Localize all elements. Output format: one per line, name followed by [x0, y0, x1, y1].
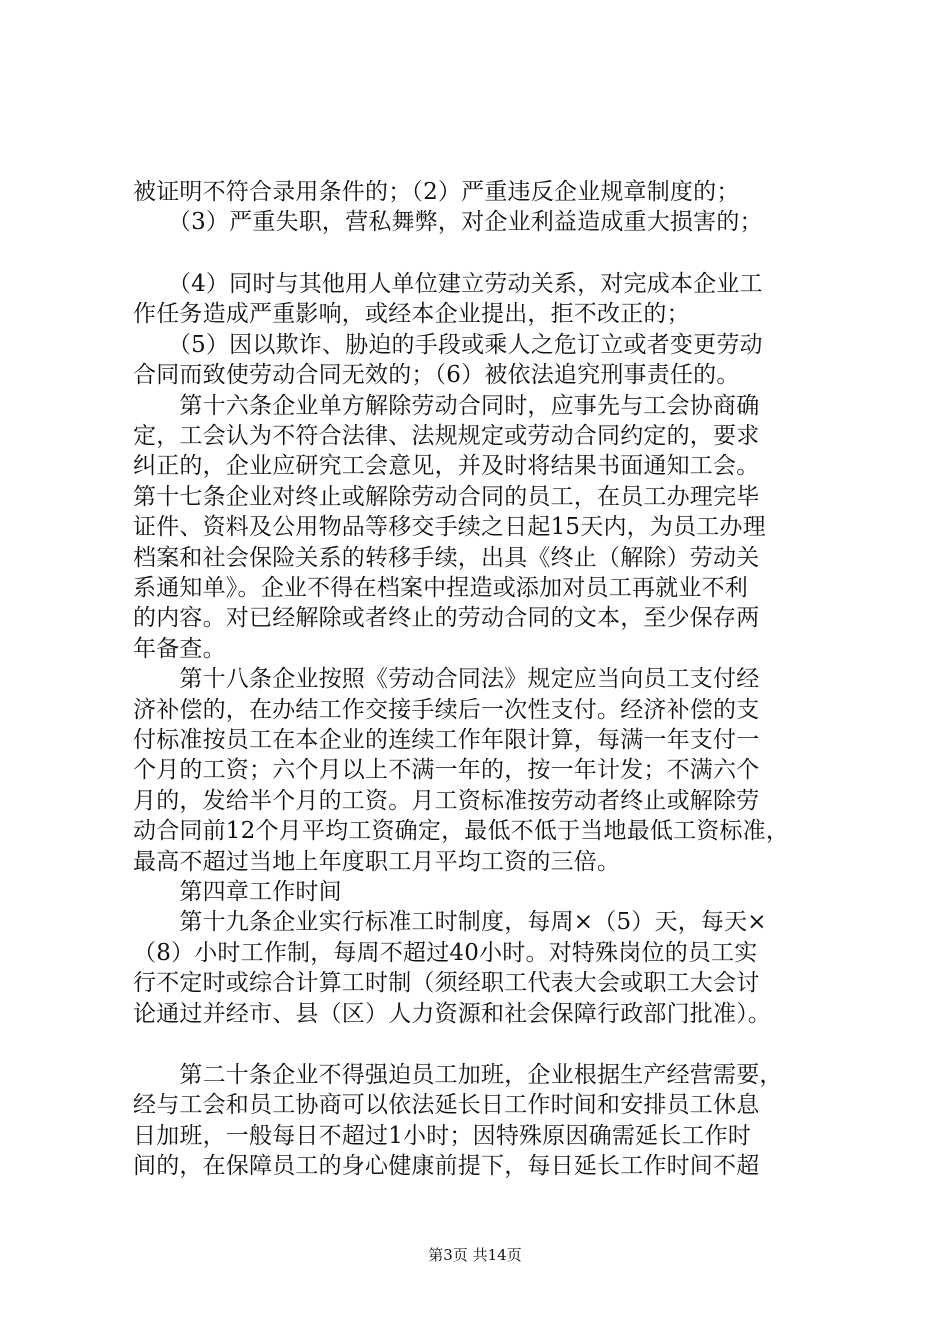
text-line: （4）同时与其他用人单位建立劳动关系，对完成本企业工 [133, 271, 763, 297]
text-line: 经与工会和员工协商可以依法延长日工作时间和安排员工休息 [133, 1092, 760, 1118]
text-line: （8）小时工作制，每周不超过40小时。对特殊岗位的员工实 [133, 940, 758, 966]
text-line: 证件、资料及公用物品等移交手续之日起15天内，为员工办理 [133, 514, 766, 540]
text-line: 日加班，一般每日不超过1小时；因特殊原因确需延长工作时 [133, 1123, 752, 1149]
text-line: 的内容。对已经解除或者终止的劳动合同的文本，至少保存两 [133, 605, 760, 631]
text-line: 论通过并经市、县（区）人力资源和社会保障行政部门批准）。 [133, 1001, 772, 1027]
text-line: 被证明不符合录用条件的；（2）严重违反企业规章制度的； [133, 179, 740, 205]
text-line: 纠正的，企业应研究工会意见，并及时将结果书面通知工会。 [133, 453, 760, 479]
section-heading: 第四章工作时间 [133, 879, 342, 905]
text-line: 第十七条企业对终止或解除劳动合同的员工，在员工办理完毕 [133, 484, 760, 510]
text-line: 动合同前12个月平均工资确定，最低不低于当地最低工资标准， [133, 818, 790, 844]
text-line: 年备查。 [133, 636, 226, 662]
text-line: 个月的工资；六个月以上不满一年的，按一年计发；不满六个 [133, 757, 760, 783]
text-line: 月的，发给半个月的工资。月工资标准按劳动者终止或解除劳 [133, 788, 760, 814]
text-line: 第二十条企业不得强迫员工加班，企业根据生产经营需要， [133, 1062, 783, 1088]
text-line: 付标准按员工在本企业的连续工作年限计算，每满一年支付一 [133, 727, 760, 753]
text-line: 档案和社会保险关系的转移手续，出具《终止（解除）劳动关 [133, 545, 760, 571]
text-line: 第十九条企业实行标准工时制度，每周×（5）天，每天× [133, 909, 767, 935]
text-line: 合同而致使劳动合同无效的；（6）被依法追究刑事责任的。 [133, 362, 740, 388]
text-line: 系通知单》。企业不得在档案中捏造或添加对员工再就业不利 [133, 575, 748, 601]
text-line: 定，工会认为不符合法律、法规规定或劳动合同约定的，要求 [133, 423, 760, 449]
text-line: （5）因以欺诈、胁迫的手段或乘人之危订立或者变更劳动 [133, 332, 763, 358]
page-number-footer: 第3页 共14页 [428, 1246, 522, 1264]
text-line: 作任务造成严重影响，或经本企业提出，拒不改正的； [133, 301, 690, 327]
text-line: 最高不超过当地上年度职工月平均工资的三倍。 [133, 849, 621, 875]
text-line: 间的，在保障员工的身心健康前提下，每日延长工作时间不超 [133, 1153, 760, 1179]
text-line: 济补偿的，在办结工作交接手续后一次性支付。经济补偿的支 [133, 697, 760, 723]
text-line: 行不定时或综合计算工时制（须经职工代表大会或职工大会讨 [133, 970, 760, 996]
text-line: （3）严重失职，营私舞弊，对企业利益造成重大损害的； [133, 209, 763, 235]
text-line: 第十八条企业按照《劳动合同法》规定应当向员工支付经 [133, 666, 760, 692]
text-line: 第十六条企业单方解除劳动合同时，应事先与工会协商确 [133, 393, 760, 419]
